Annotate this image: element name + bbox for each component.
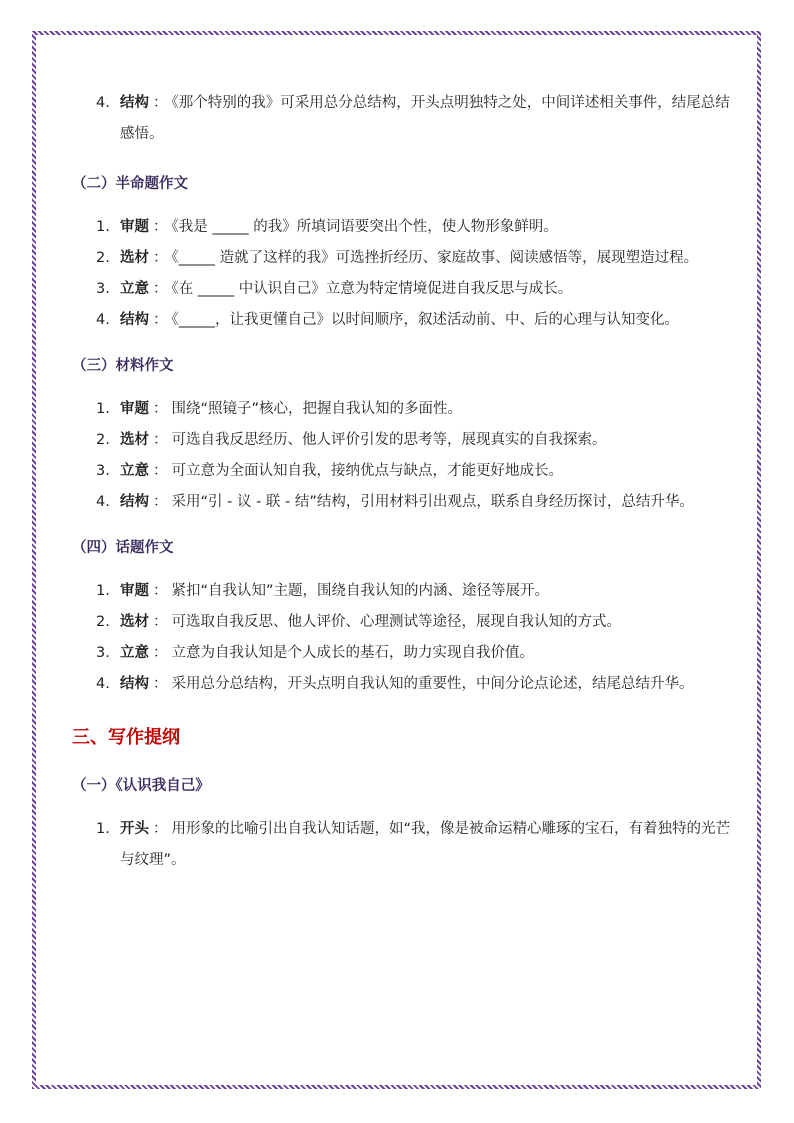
item-label: 立意: [120, 463, 149, 479]
item-text: 围绕“照镜子”核心，把握自我认知的多面性。: [171, 401, 463, 417]
list-item: 1. 审题 ： 《我是 _____ 的我》所填词语要突出个性，使人物形象鲜明。: [72, 212, 732, 243]
item-text: 《_____ 造就了这样的我》可选挫折经历、家庭故事、阅读感悟等，展现塑造过程。: [171, 250, 699, 266]
section-heading: （一）《认识我自己》: [72, 778, 210, 794]
item-number: 2.: [96, 432, 110, 448]
list-item: 3. 立意 ： 可立意为全面认知自我，接纳优点与缺点，才能更好地成长。: [72, 456, 732, 487]
major-heading: 三、写作提纲: [72, 727, 180, 748]
list-item: 3. 立意 ： 《在 _____ 中认识自己》立意为特定情境促进自我反思与成长。: [72, 274, 732, 305]
item-text: 紧扣“自我认知”主题，围绕自我认知的内涵、途径等展开。: [171, 583, 550, 599]
item-label: 审题: [120, 401, 149, 417]
item-text: 立意为自我认知是个人成长的基石，助力实现自我价值。: [171, 645, 534, 661]
item-number: 4.: [96, 676, 110, 692]
list-item: 1. 开头 ： 用形象的比喻引出自我认知话题，如“我，像是被命运精心雕琢的宝石，有着独特的光芒与纹理”。: [72, 814, 732, 876]
item-number: 2.: [96, 250, 110, 266]
section-heading: （三）材料作文: [72, 358, 174, 374]
item-number: 1.: [96, 821, 110, 837]
list-item: 1. 审题 ： 围绕“照镜子”核心，把握自我认知的多面性。: [72, 394, 732, 425]
list-item: 4. 结构 ： 采用“引 - 议 - 联 - 结”结构，引用材料引出观点，联系自身经历探讨，总结升华。: [72, 487, 732, 518]
list-item: 2. 选材 ： 可选取自我反思、他人评价、心理测试等途径，展现自我认知的方式。: [72, 607, 732, 638]
item-label: 立意: [120, 281, 149, 297]
section-heading: （二）半命题作文: [72, 176, 188, 192]
list: [72, 394, 732, 518]
item-label: 开头: [120, 821, 149, 837]
item-number: 3.: [96, 281, 110, 297]
list: [72, 814, 732, 876]
list-item: 2. 选材 ： 《_____ 造就了这样的我》可选挫折经历、家庭故事、阅读感悟等，展现塑造过程。: [72, 243, 732, 274]
item-text: 采用总分总结构，开头点明自我认知的重要性，中间分论点论述，结尾总结升华。: [171, 676, 694, 692]
item-label: 结构: [120, 676, 149, 692]
item-text: 用形象的比喻引出自我认知话题，如“我，像是被命运精心雕琢的宝石，有着独特的光芒与纹理”。: [120, 821, 731, 868]
list-item: 4. 结构 ： 《_____，让我更懂自己》以时间顺序，叙述活动前、中、后的心理与认知变化。: [72, 305, 732, 336]
item-number: 3.: [96, 463, 110, 479]
item-number: 1.: [96, 219, 110, 235]
section-heading: （四）话题作文: [72, 540, 174, 556]
item-number: 4.: [96, 95, 110, 111]
item-label: 审题: [120, 583, 149, 599]
item-number: 3.: [96, 645, 110, 661]
item-text: 《在 _____ 中认识自己》立意为特定情境促进自我反思与成长。: [171, 281, 573, 297]
item-text: 《我是 _____ 的我》所填词语要突出个性，使人物形象鲜明。: [171, 219, 558, 235]
item-number: 4.: [96, 494, 110, 510]
item-number: 1.: [96, 401, 110, 417]
item-number: 4.: [96, 312, 110, 328]
item-label: 选材: [120, 614, 149, 630]
item-label: 立意: [120, 645, 149, 661]
item-text: 可立意为全面认知自我，接纳优点与缺点，才能更好地成长。: [171, 463, 563, 479]
item-label: 结构: [120, 95, 149, 111]
item-label: 选材: [120, 250, 149, 266]
item-text: 《_____，让我更懂自己》以时间顺序，叙述活动前、中、后的心理与认知变化。: [171, 312, 679, 328]
item-text: 采用“引 - 议 - 联 - 结”结构，引用材料引出观点，联系自身经历探讨，总结升华。: [171, 494, 694, 510]
item-text: 可选自我反思经历、他人评价引发的思考等，展现真实的自我探索。: [171, 432, 607, 448]
list: [72, 576, 732, 700]
document-body: [72, 88, 732, 876]
list-item: 1. 审题 ： 紧扣“自我认知”主题，围绕自我认知的内涵、途径等展开。: [72, 576, 732, 607]
list-item: 4. 结构 ： 《那个特别的我》可采用总分总结构，开头点明独特之处，中间详述相关事件，结尾总结感悟。: [72, 88, 732, 150]
item-label: 审题: [120, 219, 149, 235]
item-label: 结构: [120, 312, 149, 328]
item-label: 选材: [120, 432, 149, 448]
list-item: 4. 结构 ： 采用总分总结构，开头点明自我认知的重要性，中间分论点论述，结尾总结升华。: [72, 669, 732, 700]
list: [72, 212, 732, 336]
item-number: 2.: [96, 614, 110, 630]
list-item: 3. 立意 ： 立意为自我认知是个人成长的基石，助力实现自我价值。: [72, 638, 732, 669]
item-number: 1.: [96, 583, 110, 599]
item-text: 可选取自我反思、他人评价、心理测试等途径，展现自我认知的方式。: [171, 614, 621, 630]
item-label: 结构: [120, 494, 149, 510]
item-text: 《那个特别的我》可采用总分总结构，开头点明独特之处，中间详述相关事件，结尾总结感悟。: [120, 95, 730, 142]
list-item: 2. 选材 ： 可选自我反思经历、他人评价引发的思考等，展现真实的自我探索。: [72, 425, 732, 456]
